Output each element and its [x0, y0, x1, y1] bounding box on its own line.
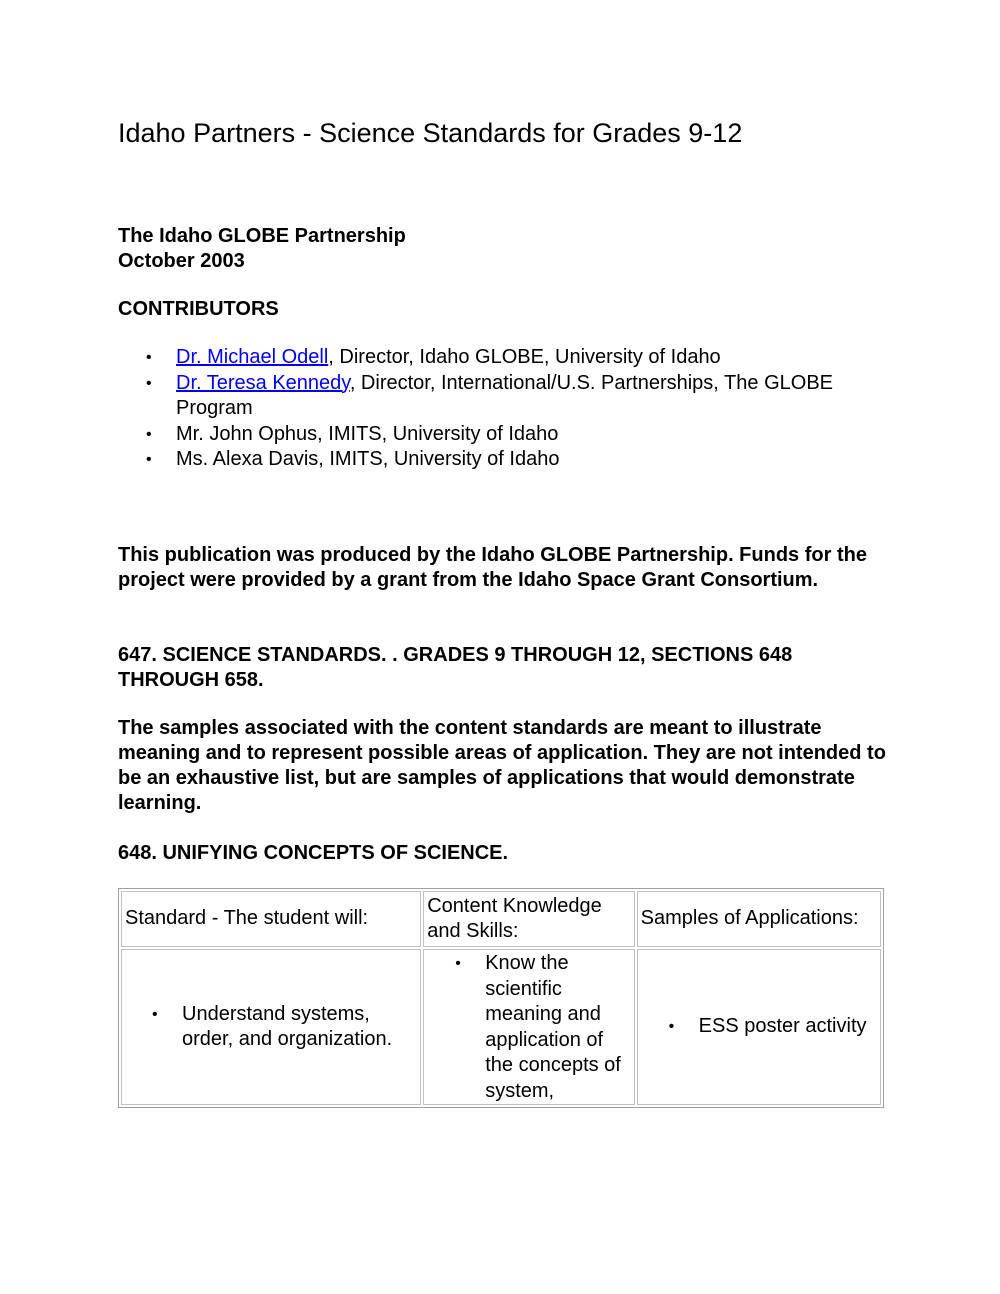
section-648-heading: 648. UNIFYING CONCEPTS OF SCIENCE.	[118, 842, 509, 864]
contributor-detail: , Director, International/U.S. Partnerships, The GLOBE Program	[176, 371, 833, 419]
samples-note: The samples associated with the content standards are meant to illustrate meaning and to represent possible areas of application. They are not intended to be an exhaustive list, but are samples of applications that would demonstrate learning.	[118, 717, 886, 814]
contributor-item	[176, 345, 876, 371]
publication-date: October 2003	[118, 250, 245, 272]
contributor-link-odell[interactable]: Dr. Michael Odell	[176, 346, 329, 368]
cell-samples	[637, 949, 881, 1105]
cell-standard	[121, 949, 421, 1105]
table-row	[121, 949, 881, 1105]
contributors-list	[176, 345, 876, 473]
organization-name: The Idaho GLOBE Partnership	[118, 225, 406, 247]
header-samples: Samples of Applications:	[637, 891, 881, 947]
cell-content	[423, 949, 634, 1105]
contributor-item	[176, 371, 876, 422]
publication-note: This publication was produced by the Idaho GLOBE Partnership. Funds for the project were provided by a grant from the Idaho Space Grant Consortium.	[118, 544, 867, 591]
table-header-row	[121, 891, 881, 947]
contributor-item	[176, 447, 876, 473]
header-standard: Standard - The student will:	[121, 891, 421, 947]
contributor-detail: Ms. Alexa Davis, IMITS, University of Idaho	[176, 448, 560, 470]
page-title: Idaho Partners - Science Standards for Grades 9-12	[118, 118, 743, 148]
contributors-heading: CONTRIBUTORS	[118, 298, 279, 320]
standards-table	[118, 888, 884, 1108]
standard-item: • Understand systems, order, and organization.	[182, 1002, 417, 1053]
contributor-detail: Mr. John Ophus, IMITS, University of Idaho	[176, 422, 559, 445]
section-647-heading: 647. SCIENCE STANDARDS. . GRADES 9 THROUGH 12, SECTIONS 648 THROUGH 658.	[118, 644, 793, 691]
contributor-link-kennedy[interactable]: Dr. Teresa Kennedy	[176, 371, 350, 394]
contributor-detail: , Director, Idaho GLOBE, University of Idaho	[328, 346, 721, 368]
content-item: • Know the scientific meaning and application of the concepts of system,	[485, 951, 630, 1103]
contributor-item	[176, 422, 876, 448]
sample-item: • ESS poster activity	[699, 1014, 877, 1040]
header-content: Content Knowledge and Skills:	[423, 891, 634, 947]
organization-block	[118, 224, 406, 274]
